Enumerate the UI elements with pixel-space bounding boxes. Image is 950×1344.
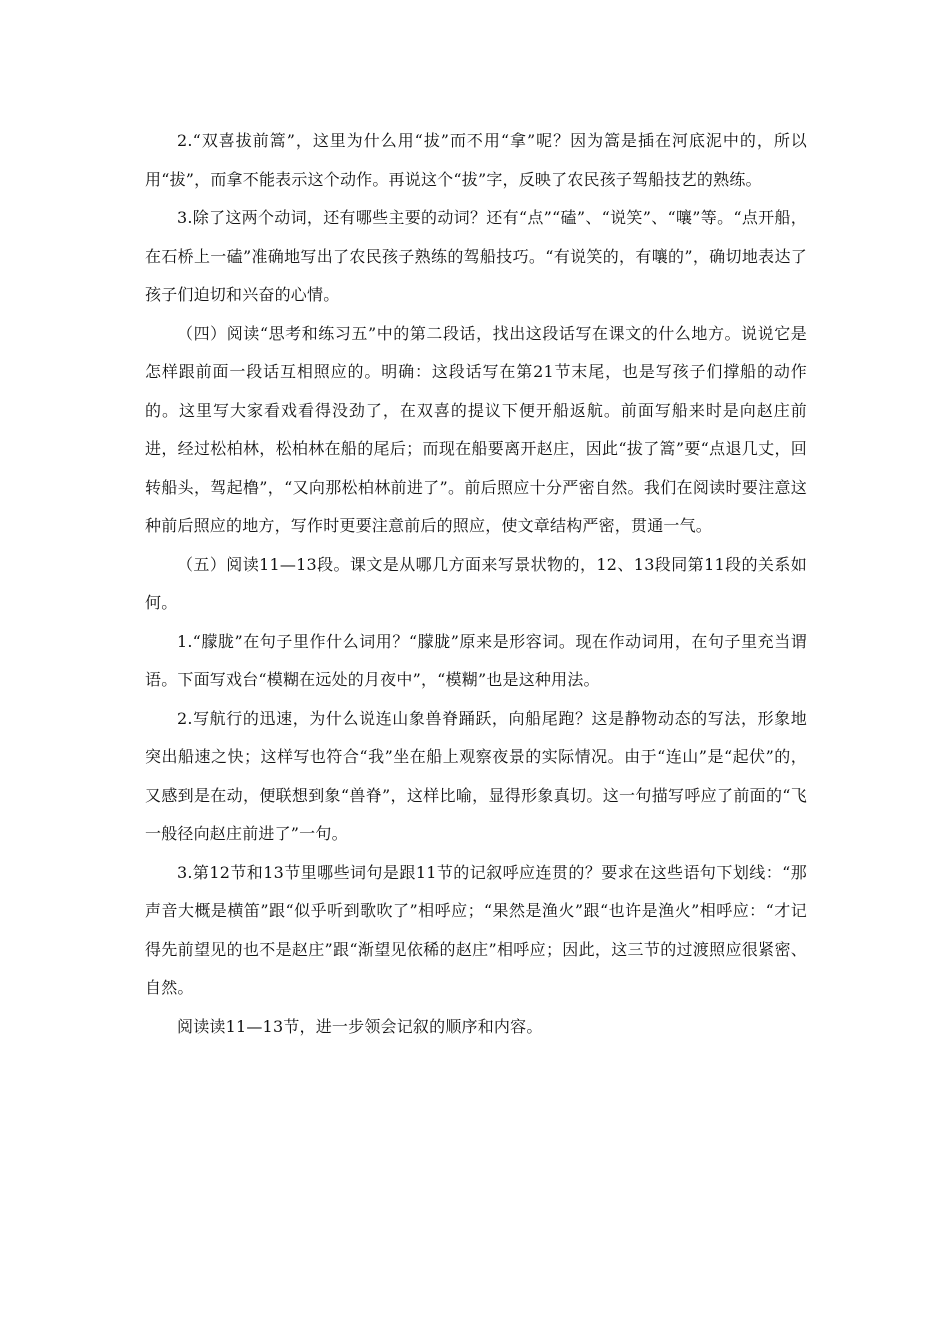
paragraph-1: 2.“双喜拔前篙”，这里为什么用“拔”而不用“拿”呢？因为篙是插在河底泥中的，所以用“拔”，而拿不能表示这个动作。再说这个“拔”字，反映了农民孩子驾船技艺的熟练。 — [145, 131, 807, 189]
paragraph-5: 1.“朦胧”在句子里作什么词用？“朦胧”原来是形容词。现在作动词用，在句子里充当谓语。下面写戏台“模糊在远处的月夜中”，“模糊”也是这种用法。 — [145, 631, 807, 689]
paragraph-4: （五）阅读11—13段。课文是从哪几方面来写景状物的，12、13段同第11段的关系如何。 — [145, 554, 807, 612]
paragraph-7: 3.第12节和13节里哪些词句是跟11节的记叙呼应连贯的？要求在这些语句下划线：“那声音大概是横笛”跟“似乎听到歌吹了”相呼应；“果然是渔火”跟“也许是渔火”相呼应：“才记得先前望见的也不是赵庄”跟“渐望见依稀的赵庄”相呼应；因此，这三节的过渡照应很紧密、自然。 — [145, 862, 807, 997]
paragraph-6: 2.写航行的迅速，为什么说连山象兽脊踊跃，向船尾跑？这是静物动态的写法，形象地突出船速之快；这样写也符合“我”坐在船上观察夜景的实际情况。由于“连山”是“起伏”的，又感到是在动，便联想到象“兽脊”，这样比喻，显得形象真切。这一句描写呼应了前面的“飞一般径向赵庄前进了”一句。 — [145, 708, 807, 843]
paragraph-8: 阅读读11—13节，进一步领会记叙的顺序和内容。 — [177, 1016, 543, 1036]
document-body — [145, 122, 807, 1046]
paragraph-2: 3.除了这两个动词，还有哪些主要的动词？还有“点”“磕”、“说笑”、“嚷”等。“点开船，在石桥上一磕”准确地写出了农民孩子熟练的驾船技巧。“有说笑的，有嚷的”，确切地表达了孩子们迫切和兴奋的心情。 — [145, 208, 807, 304]
paragraph-3: （四）阅读“思考和练习五”中的第二段话，找出这段话写在课文的什么地方。说说它是怎样跟前面一段话互相照应的。明确：这段话写在第21节末尾，也是写孩子们撑船的动作的。这里写大家看戏看得没劲了，在双喜的提议下便开船返航。前面写船来时是向赵庄前进，经过松柏林，松柏林在船的尾后；而现在船要离开赵庄，因此“拔了篙”要“点退几丈，回转船头，驾起橹”，“又向那松柏林前进了”。前后照应十分严密自然。我们在阅读时要注意这种前后照应的地方，写作时更要注意前后的照应，使文章结构严密，贯通一气。 — [145, 323, 807, 535]
